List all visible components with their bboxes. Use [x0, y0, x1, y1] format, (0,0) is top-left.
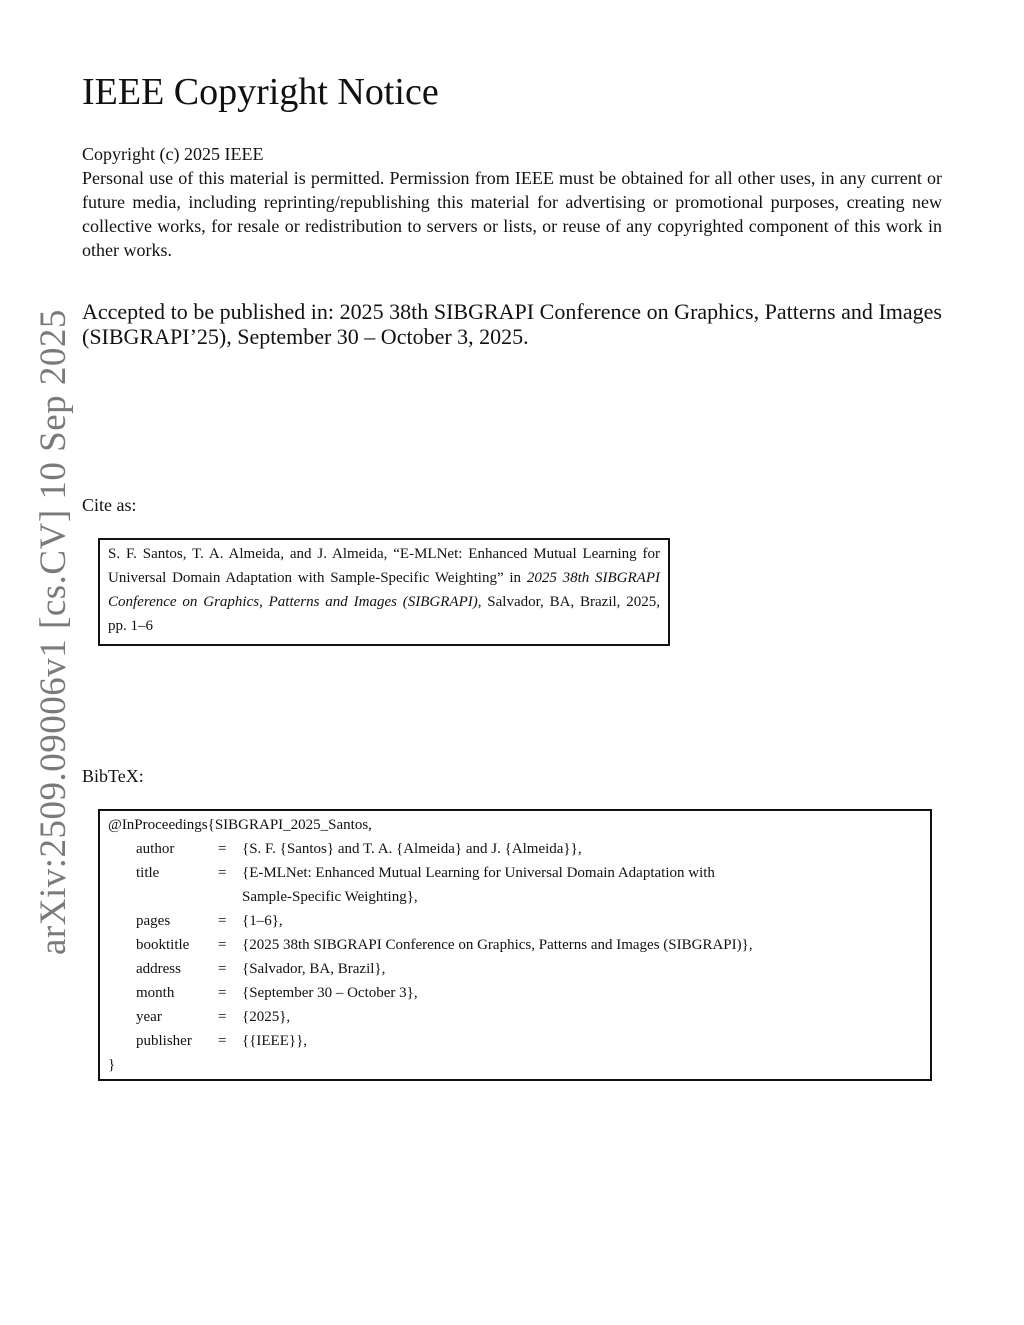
bibtex-value: {September 30 – October 3},	[242, 985, 418, 1001]
bibtex-value: {Salvador, BA, Brazil},	[242, 961, 386, 977]
bibtex-field-pages	[108, 909, 922, 933]
bibtex-field-month	[108, 981, 922, 1005]
citation-box	[98, 538, 670, 646]
bibtex-equals: =	[218, 961, 227, 977]
page-title: IEEE Copyright Notice	[82, 71, 439, 113]
bibtex-title-continuation: Sample-Specific Weighting},	[242, 889, 418, 905]
bibtex-field-publisher	[108, 1029, 922, 1053]
bibtex-equals: =	[218, 937, 227, 953]
bibtex-close-line: }	[108, 1057, 116, 1073]
bibtex-box	[98, 809, 932, 1081]
bibtex-field-author	[108, 837, 922, 861]
citation-details: , Salvador, BA, Brazil, 2025, pp. 1–6	[108, 594, 660, 634]
bibtex-field-address	[108, 957, 922, 981]
citation-venue: 2025 38th SIBGRAPI Conference on Graphics, Patterns and Images (SIBGRAPI)	[108, 570, 661, 610]
bibtex-equals: =	[218, 1033, 227, 1049]
bibtex-field-title	[108, 861, 922, 885]
bibtex-value: {{IEEE}},	[242, 1033, 308, 1049]
bibtex-field-year	[108, 1005, 922, 1029]
copyright-block	[82, 142, 942, 262]
bibtex-value: {1–6},	[242, 913, 283, 929]
bibtex-heading: BibTeX:	[82, 766, 144, 786]
bibtex-key: month	[136, 985, 175, 1001]
bibtex-value: {2025},	[242, 1009, 291, 1025]
bibtex-key: year	[136, 1009, 162, 1025]
bibtex-key: booktitle	[136, 937, 190, 953]
bibtex-equals: =	[218, 985, 227, 1001]
bibtex-field-booktitle	[108, 933, 922, 957]
bibtex-key: pages	[136, 913, 171, 929]
arxiv-side-stamp: arXiv:2509.09006v1 [cs.CV] 10 Sep 2025	[33, 309, 74, 955]
bibtex-key: publisher	[136, 1033, 192, 1049]
copyright-line: Copyright (c) 2025 IEEE	[82, 144, 264, 164]
bibtex-key: address	[136, 961, 181, 977]
permission-text: Personal use of this material is permitted. Permission from IEEE must be obtained for all other uses, in any current or future media, including reprinting/republishing this material for advertising or promotional purposes, creating new collective works, for resale or redistribution to servers or lists, or reuse of any copyrighted component of this work in other works.	[82, 168, 942, 260]
cite-heading: Cite as:	[82, 495, 137, 515]
bibtex-key: title	[136, 865, 160, 881]
bibtex-value: {S. F. {Santos} and T. A. {Almeida} and J. {Almeida}},	[242, 841, 582, 857]
bibtex-value: {2025 38th SIBGRAPI Conference on Graphics, Patterns and Images (SIBGRAPI)},	[242, 937, 753, 953]
bibtex-value: {E-MLNet: Enhanced Mutual Learning for Universal Domain Adaptation with	[242, 865, 715, 881]
accepted-notice: Accepted to be published in: 2025 38th SIBGRAPI Conference on Graphics, Patterns and Images (SIBGRAPI’25), September 30 – October 3, 2025.	[82, 299, 942, 349]
bibtex-key: author	[136, 841, 175, 857]
bibtex-equals: =	[218, 865, 227, 881]
citation-authors-title: S. F. Santos, T. A. Almeida, and J. Almeida, “E-MLNet: Enhanced Mutual Learning for Universal Domain Adaptation with Sample-Specific Weighting” in	[108, 546, 660, 586]
bibtex-equals: =	[218, 913, 227, 929]
bibtex-equals: =	[218, 841, 227, 857]
bibtex-equals: =	[218, 1009, 227, 1025]
bibtex-open-line: @InProceedings{SIBGRAPI_2025_Santos,	[108, 817, 372, 833]
